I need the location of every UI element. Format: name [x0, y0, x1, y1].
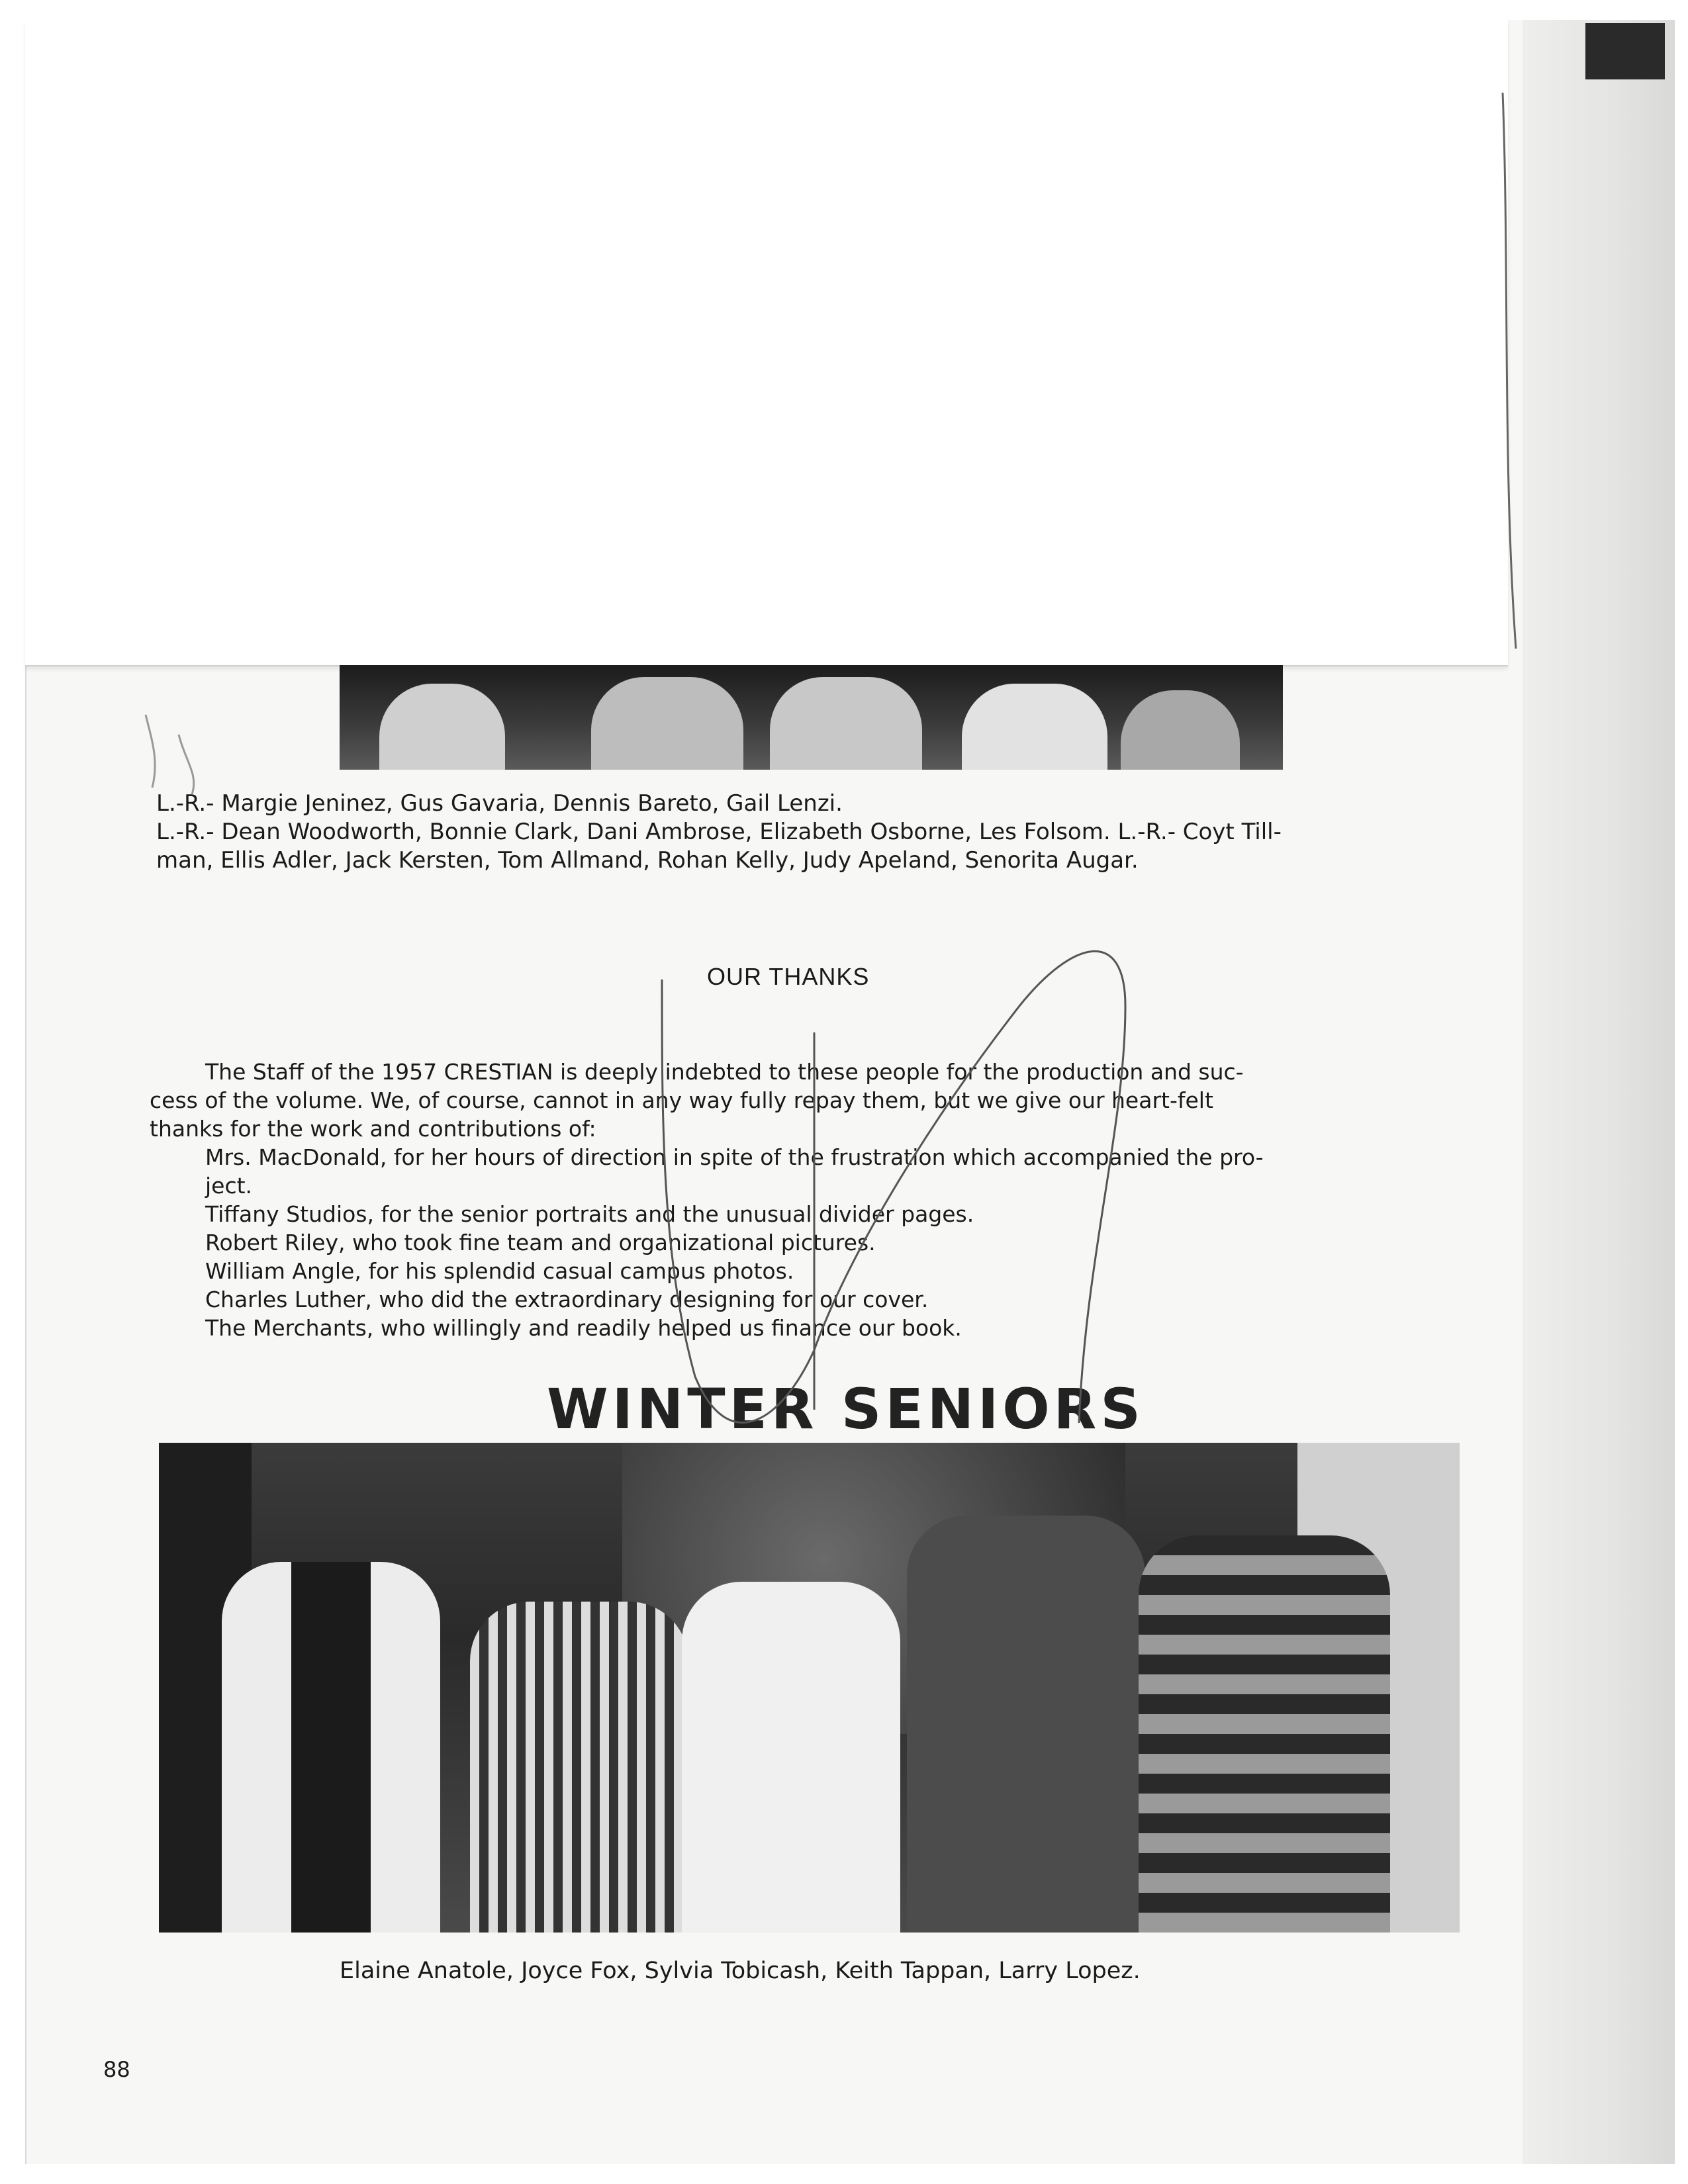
caption-line-1: L.-R.- Margie Jeninez, Gus Gavaria, Dennis Bareto, Gail Lenzi.: [156, 790, 843, 817]
caption-line-3: man, Ellis Adler, Jack Kersten, Tom Allmand, Rohan Kelly, Judy Apeland, Senorita Augar.: [156, 847, 1139, 874]
page-number: 88: [103, 2057, 130, 2082]
thanks-item: Mrs. MacDonald, for her hours of direction in spite of the frustration which accompanied the pro-: [205, 1144, 1264, 1170]
thanks-item: Robert Riley, who took fine team and organizational pictures.: [205, 1230, 876, 1255]
thanks-body: [150, 1058, 1467, 1342]
pasted-paper-overlay: [25, 20, 1508, 666]
thanks-item: Charles Luther, who did the extraordinary designing for our cover.: [205, 1287, 929, 1312]
thanks-item: William Angle, for his splendid casual campus photos.: [205, 1258, 794, 1284]
thanks-paragraph-line: The Staff of the 1957 CRESTIAN is deeply indebted to these people for the production and suc-: [205, 1059, 1244, 1085]
group-photo-top-partial: [340, 665, 1283, 770]
winter-seniors-photo: [159, 1443, 1460, 1933]
caption-line-2: L.-R.- Dean Woodworth, Bonnie Clark, Dani Ambrose, Elizabeth Osborne, Les Folsom. L.-R.- Coyt Till-: [156, 819, 1282, 845]
thanks-item: Tiffany Studios, for the senior portraits and the unusual divider pages.: [205, 1201, 974, 1227]
adjacent-page-edge: [1523, 20, 1675, 2164]
thanks-item: ject.: [205, 1173, 253, 1199]
scan-corner-shadow: [1585, 23, 1665, 79]
thanks-paragraph-line: thanks for the work and contributions of:: [150, 1116, 596, 1142]
winter-seniors-heading: WINTER SENIORS: [547, 1377, 1145, 1441]
our-thanks-title: OUR THANKS: [707, 963, 870, 990]
winter-seniors-caption: Elaine Anatole, Joyce Fox, Sylvia Tobicash, Keith Tappan, Larry Lopez.: [340, 1958, 1141, 1984]
thanks-paragraph-line: cess of the volume. We, of course, cannot in any way fully repay them, but we give our heart-felt: [150, 1087, 1213, 1113]
thanks-item: The Merchants, who willingly and readily helped us finance our book.: [205, 1315, 962, 1341]
